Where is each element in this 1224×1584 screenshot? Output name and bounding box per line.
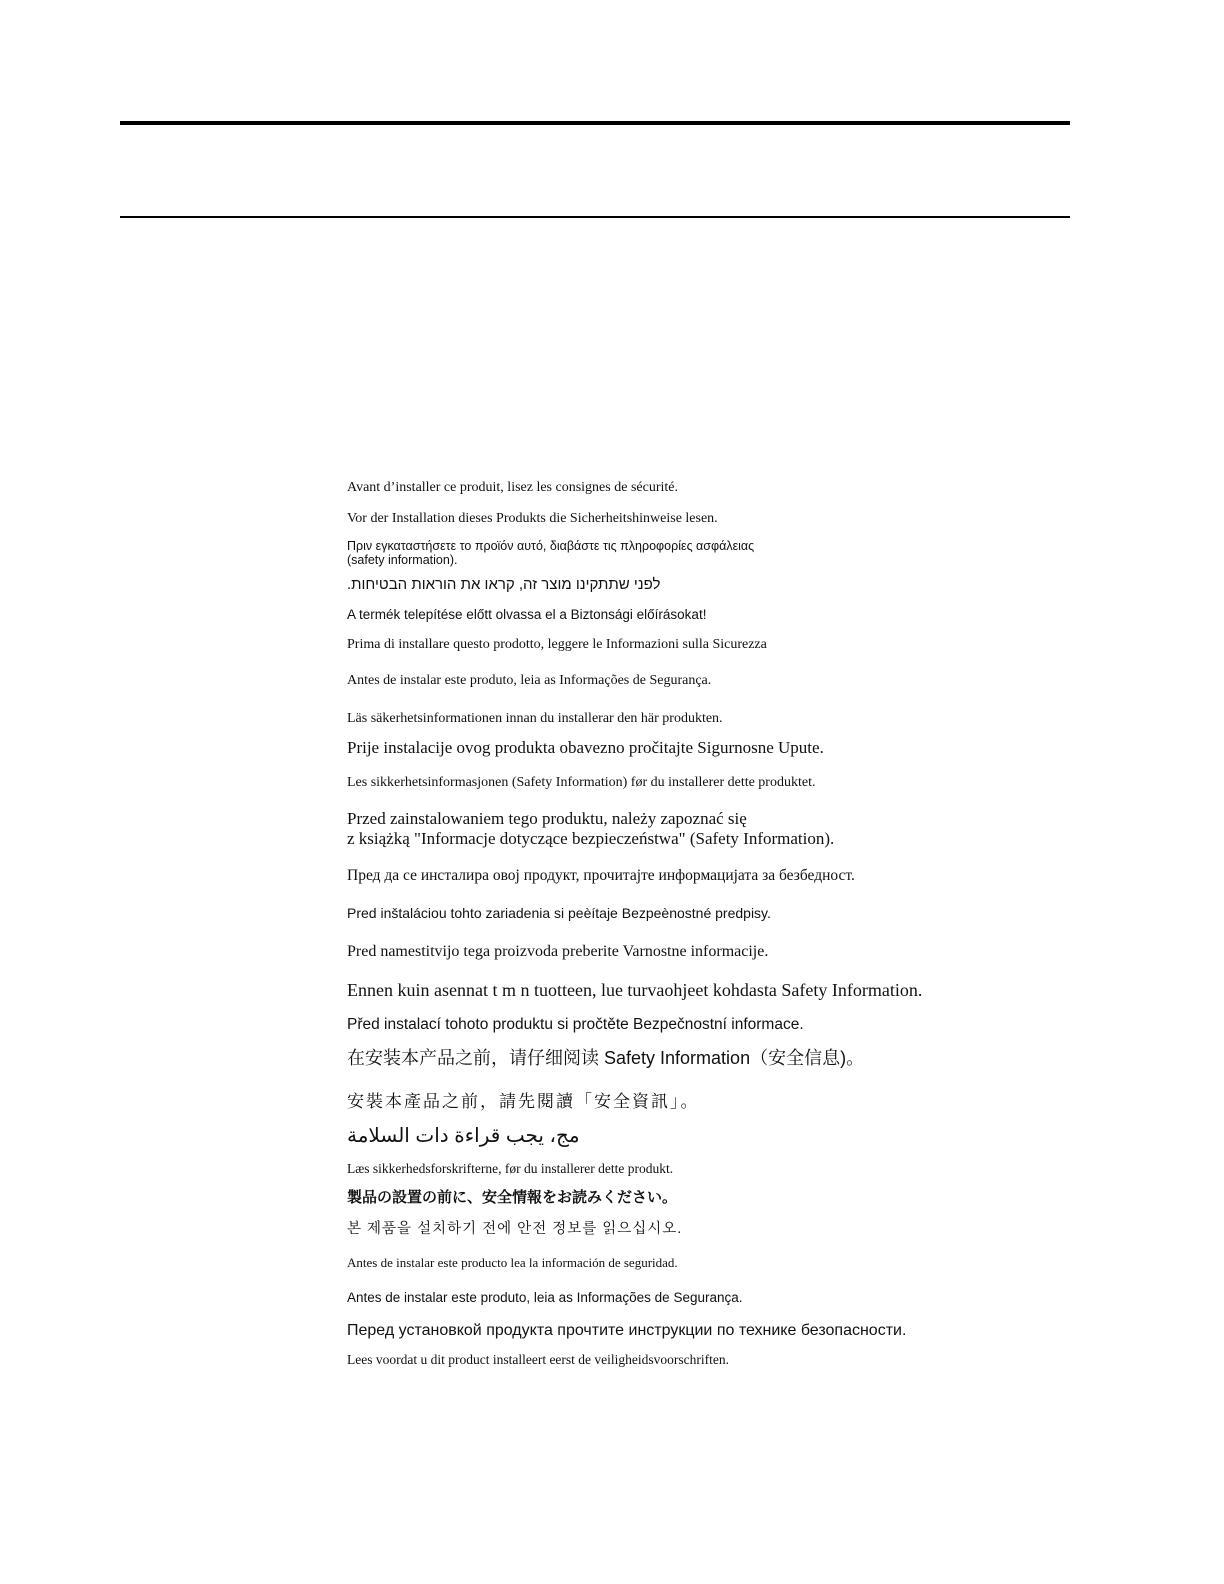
notice-spanish: Antes de instalar este producto lea la información de seguridad. xyxy=(347,1255,678,1270)
notice-greek xyxy=(347,539,754,567)
notice-italian: Prima di installare questo prodotto, leggere le Informazioni sulla Sicurezza xyxy=(347,637,767,652)
section-rule xyxy=(120,216,1070,218)
notice-dutch: Lees voordat u dit product installeert eerst de veiligheidsvoorschriften. xyxy=(347,1352,730,1367)
notice-japanese: 製品の設置の前に、安全情報をお読みください。 xyxy=(347,1189,678,1206)
notice-russian: Перед установкой продукта прочтите инструкции по технике безопасности. xyxy=(347,1322,907,1339)
notice-polish xyxy=(347,809,834,849)
notice-chinese-traditional: 安裝本產品之前，請先閱讀「安全資訊」。 xyxy=(347,1092,700,1111)
notice-greek-line-2: (safety information). xyxy=(347,553,458,567)
notice-macedonian: Пред да се инсталира овој продукт, прочитајте информацијата за безбедност. xyxy=(347,867,855,884)
notice-portuguese: Antes de instalar este produto, leia as Informações de Segurança. xyxy=(347,1290,743,1305)
notice-swedish: Läs säkerhetsinformationen innan du installerar den här produkten. xyxy=(347,711,723,726)
notice-hungarian: A termék telepítése előtt olvassa el a Biztonsági előírásokat! xyxy=(347,607,707,622)
notice-greek-line-1: Πριν εγκαταστήσετε το προϊόν αυτό, διαβάστε τις πληροφορίες ασφάλειας xyxy=(347,539,755,553)
notice-norwegian: Les sikkerhetsinformasjonen (Safety Information) før du installerer dette produktet. xyxy=(347,775,816,790)
top-rule xyxy=(120,121,1070,125)
notice-arabic: مج، يجب قراءة دات السلامة xyxy=(347,1125,580,1147)
notice-croatian: Prije instalacije ovog produkta obavezno pročitajte Sigurnosne Upute. xyxy=(347,738,824,757)
notice-chinese-simplified: 在安装本产品之前，请仔细阅读 Safety Information（安全信息)。 xyxy=(347,1048,865,1068)
notice-danish: Læs sikkerhedsforskrifterne, før du installerer dette produkt. xyxy=(347,1161,674,1176)
notice-french: Avant d’installer ce produit, lisez les consignes de sécurité. xyxy=(347,480,678,495)
notice-polish-line-2: z książką "Informacje dotyczące bezpieczeństwa" (Safety Information). xyxy=(347,829,835,848)
notice-finnish: Ennen kuin asennat t m n tuotteen, lue turvaohjeet kohdasta Safety Information. xyxy=(347,980,923,1000)
notice-hebrew: לפני שתתקינו מוצר זה, קראו את הוראות הבטיחות. xyxy=(347,576,661,593)
notice-korean: 본 제품을 설치하기 전에 안전 정보를 읽으십시오. xyxy=(347,1221,683,1237)
notice-polish-line-1: Przed zainstalowaniem tego produktu, należy zapoznać się xyxy=(347,809,747,828)
notice-slovenian: Pred namestitvijo tega proizvoda preberite Varnostne informacije. xyxy=(347,943,769,960)
notice-slovak: Pred inštaláciou tohto zariadenia si peèítaje Bezpeènostné predpisy. xyxy=(347,905,771,921)
notice-german: Vor der Installation dieses Produkts die Sicherheitshinweise lesen. xyxy=(347,511,718,526)
notice-czech: Před instalací tohoto produktu si pročtěte Bezpečnostní informace. xyxy=(347,1016,804,1033)
notice-portuguese-brazil: Antes de instalar este produto, leia as Informações de Segurança. xyxy=(347,673,712,688)
